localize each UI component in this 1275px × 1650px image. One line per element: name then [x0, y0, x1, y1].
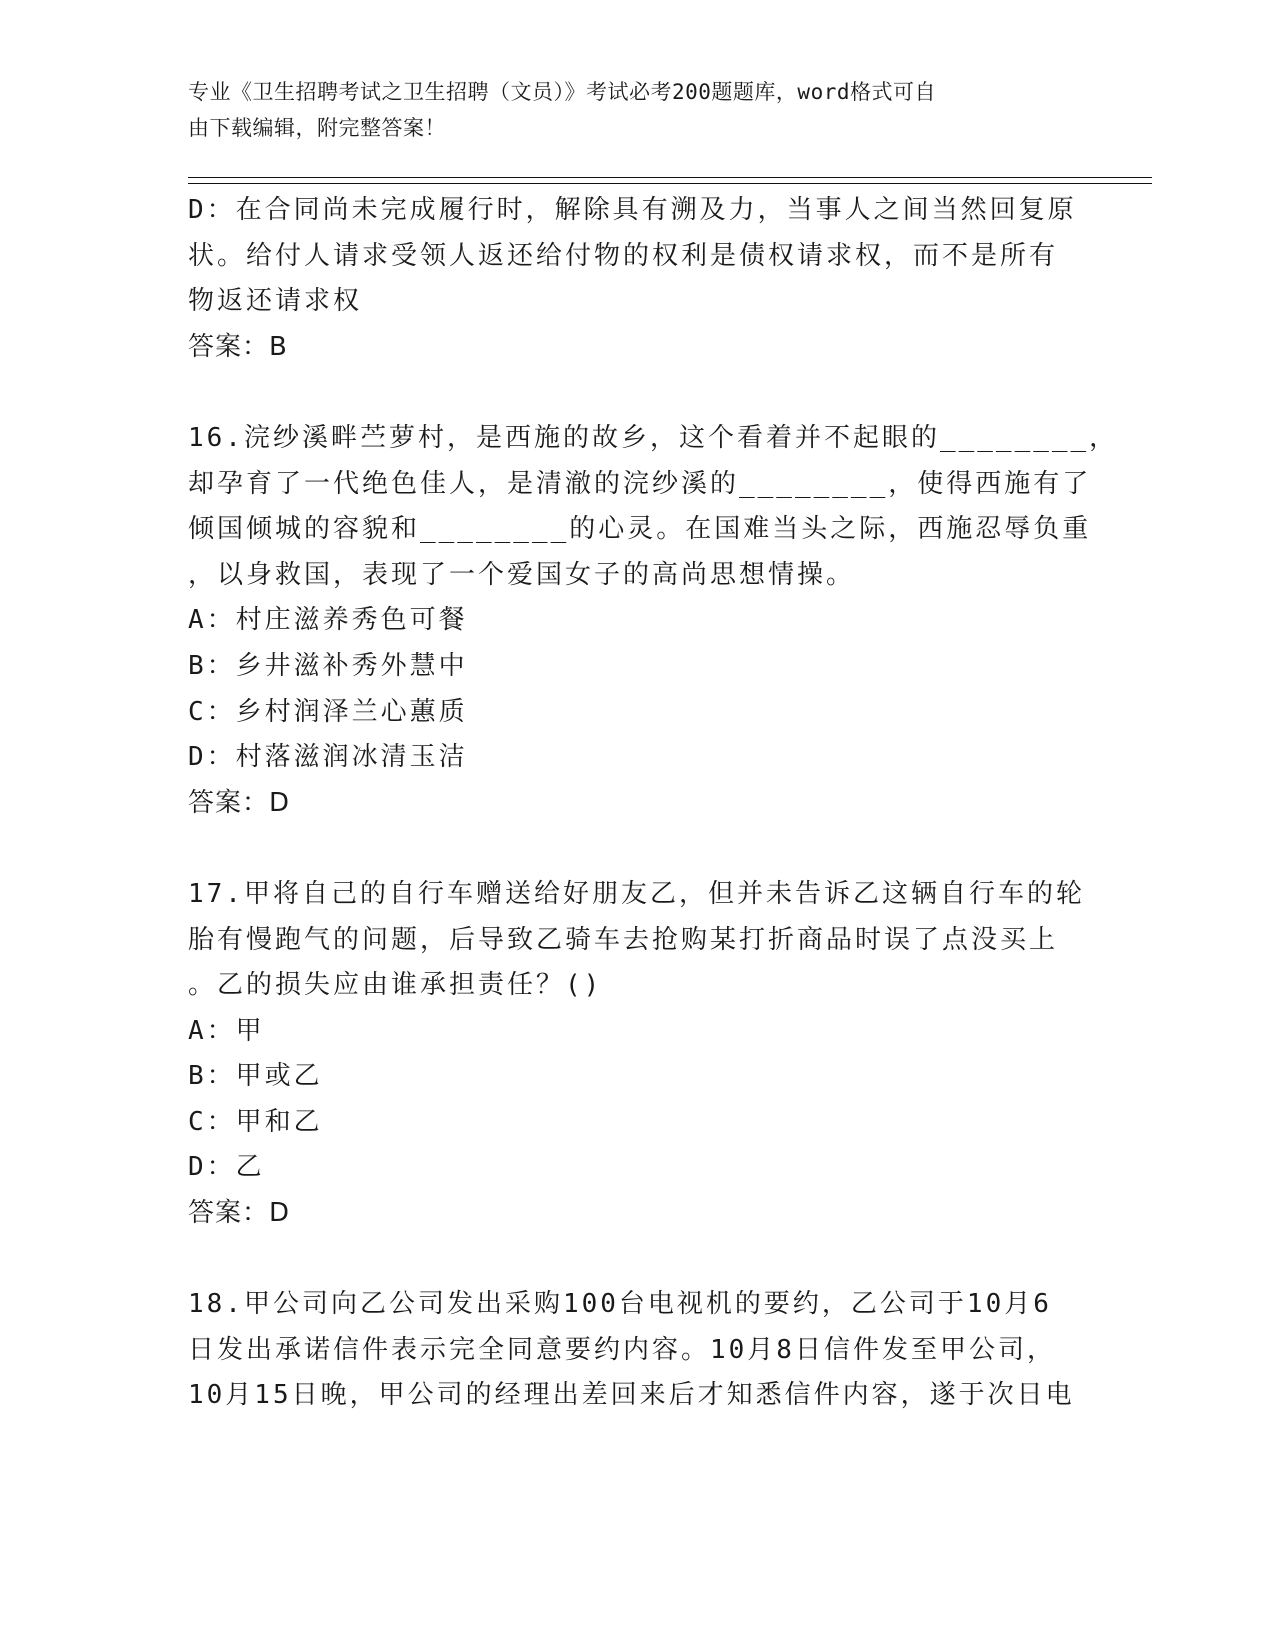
header-line-1: 专业《卫生招聘考试之卫生招聘（文员）》考试必考200题题库，word格式可自: [188, 80, 936, 104]
question-text-line-1: 16.浣纱溪畔苎萝村，是西施的故乡，这个看着并不起眼的________，: [188, 422, 1119, 453]
question-15-tail: [188, 188, 1088, 370]
option-d: D：乙: [188, 1152, 265, 1183]
question-text-line-4: ，以身救国，表现了一个爱国女子的高尚思想情操。: [188, 559, 856, 590]
option-b: B：乡井滋补秀外慧中: [188, 650, 468, 681]
spacer: [188, 826, 1088, 872]
option-a: A：村庄滋养秀色可餐: [188, 605, 468, 636]
header-rule-top: [188, 177, 1152, 178]
question-text-line-2: 却孕育了一代绝色佳人，是清澈的浣纱溪的________，使得西施有了: [188, 468, 1092, 499]
question-18: [188, 1282, 1088, 1419]
document-body: [188, 188, 1119, 1419]
question-16: [188, 416, 1119, 826]
question-17: [188, 872, 1088, 1237]
spacer: [188, 370, 1088, 416]
option-c: C：甲和乙: [188, 1106, 323, 1137]
question-text-line-3: 倾国倾城的容貌和________的心灵。在国难当头之际，西施忍辱负重: [188, 514, 1092, 545]
document-header: [188, 74, 1088, 146]
question-text-line-1: 17.甲将自己的自行车赠送给好朋友乙，但并未告诉乙这辆自行车的轮: [188, 878, 1085, 909]
question-text-line-2: 胎有慢跑气的问题，后导致乙骑车去抢购某打折商品时误了点没买上: [188, 924, 1059, 955]
option-d-line-2: 状。给付人请求受领人返还给付物的权利是债权请求权，而不是所有: [188, 240, 1059, 271]
question-text-line-2: 日发出承诺信件表示完全同意要约内容。10月8日信件发至甲公司，: [188, 1334, 1056, 1365]
answer-line: 答案：D: [188, 1198, 291, 1229]
answer-line: 答案：D: [188, 787, 291, 818]
option-a: A：甲: [188, 1015, 265, 1046]
option-b: B：甲或乙: [188, 1061, 323, 1092]
option-d: D：村落滋润冰清玉洁: [188, 742, 468, 773]
question-text-line-1: 18.甲公司向乙公司发出采购100台电视机的要约，乙公司于10月6: [188, 1289, 1052, 1320]
header-line-2: 由下载编辑，附完整答案！: [188, 116, 446, 140]
answer-line: 答案：B: [188, 331, 288, 362]
question-text-line-3: 10月15日晚，甲公司的经理出差回来后才知悉信件内容，遂于次日电: [188, 1380, 1075, 1411]
option-d-line-1: D：在合同尚未完成履行时，解除具有溯及力，当事人之间当然回复原: [188, 195, 1077, 225]
question-text-line-3: 。乙的损失应由谁承担责任？(): [188, 970, 603, 1001]
option-d-line-3: 物返还请求权: [188, 286, 363, 317]
option-c: C：乡村润泽兰心蕙质: [188, 696, 468, 727]
header-rule-bottom: [188, 183, 1152, 184]
spacer: [188, 1237, 1088, 1283]
